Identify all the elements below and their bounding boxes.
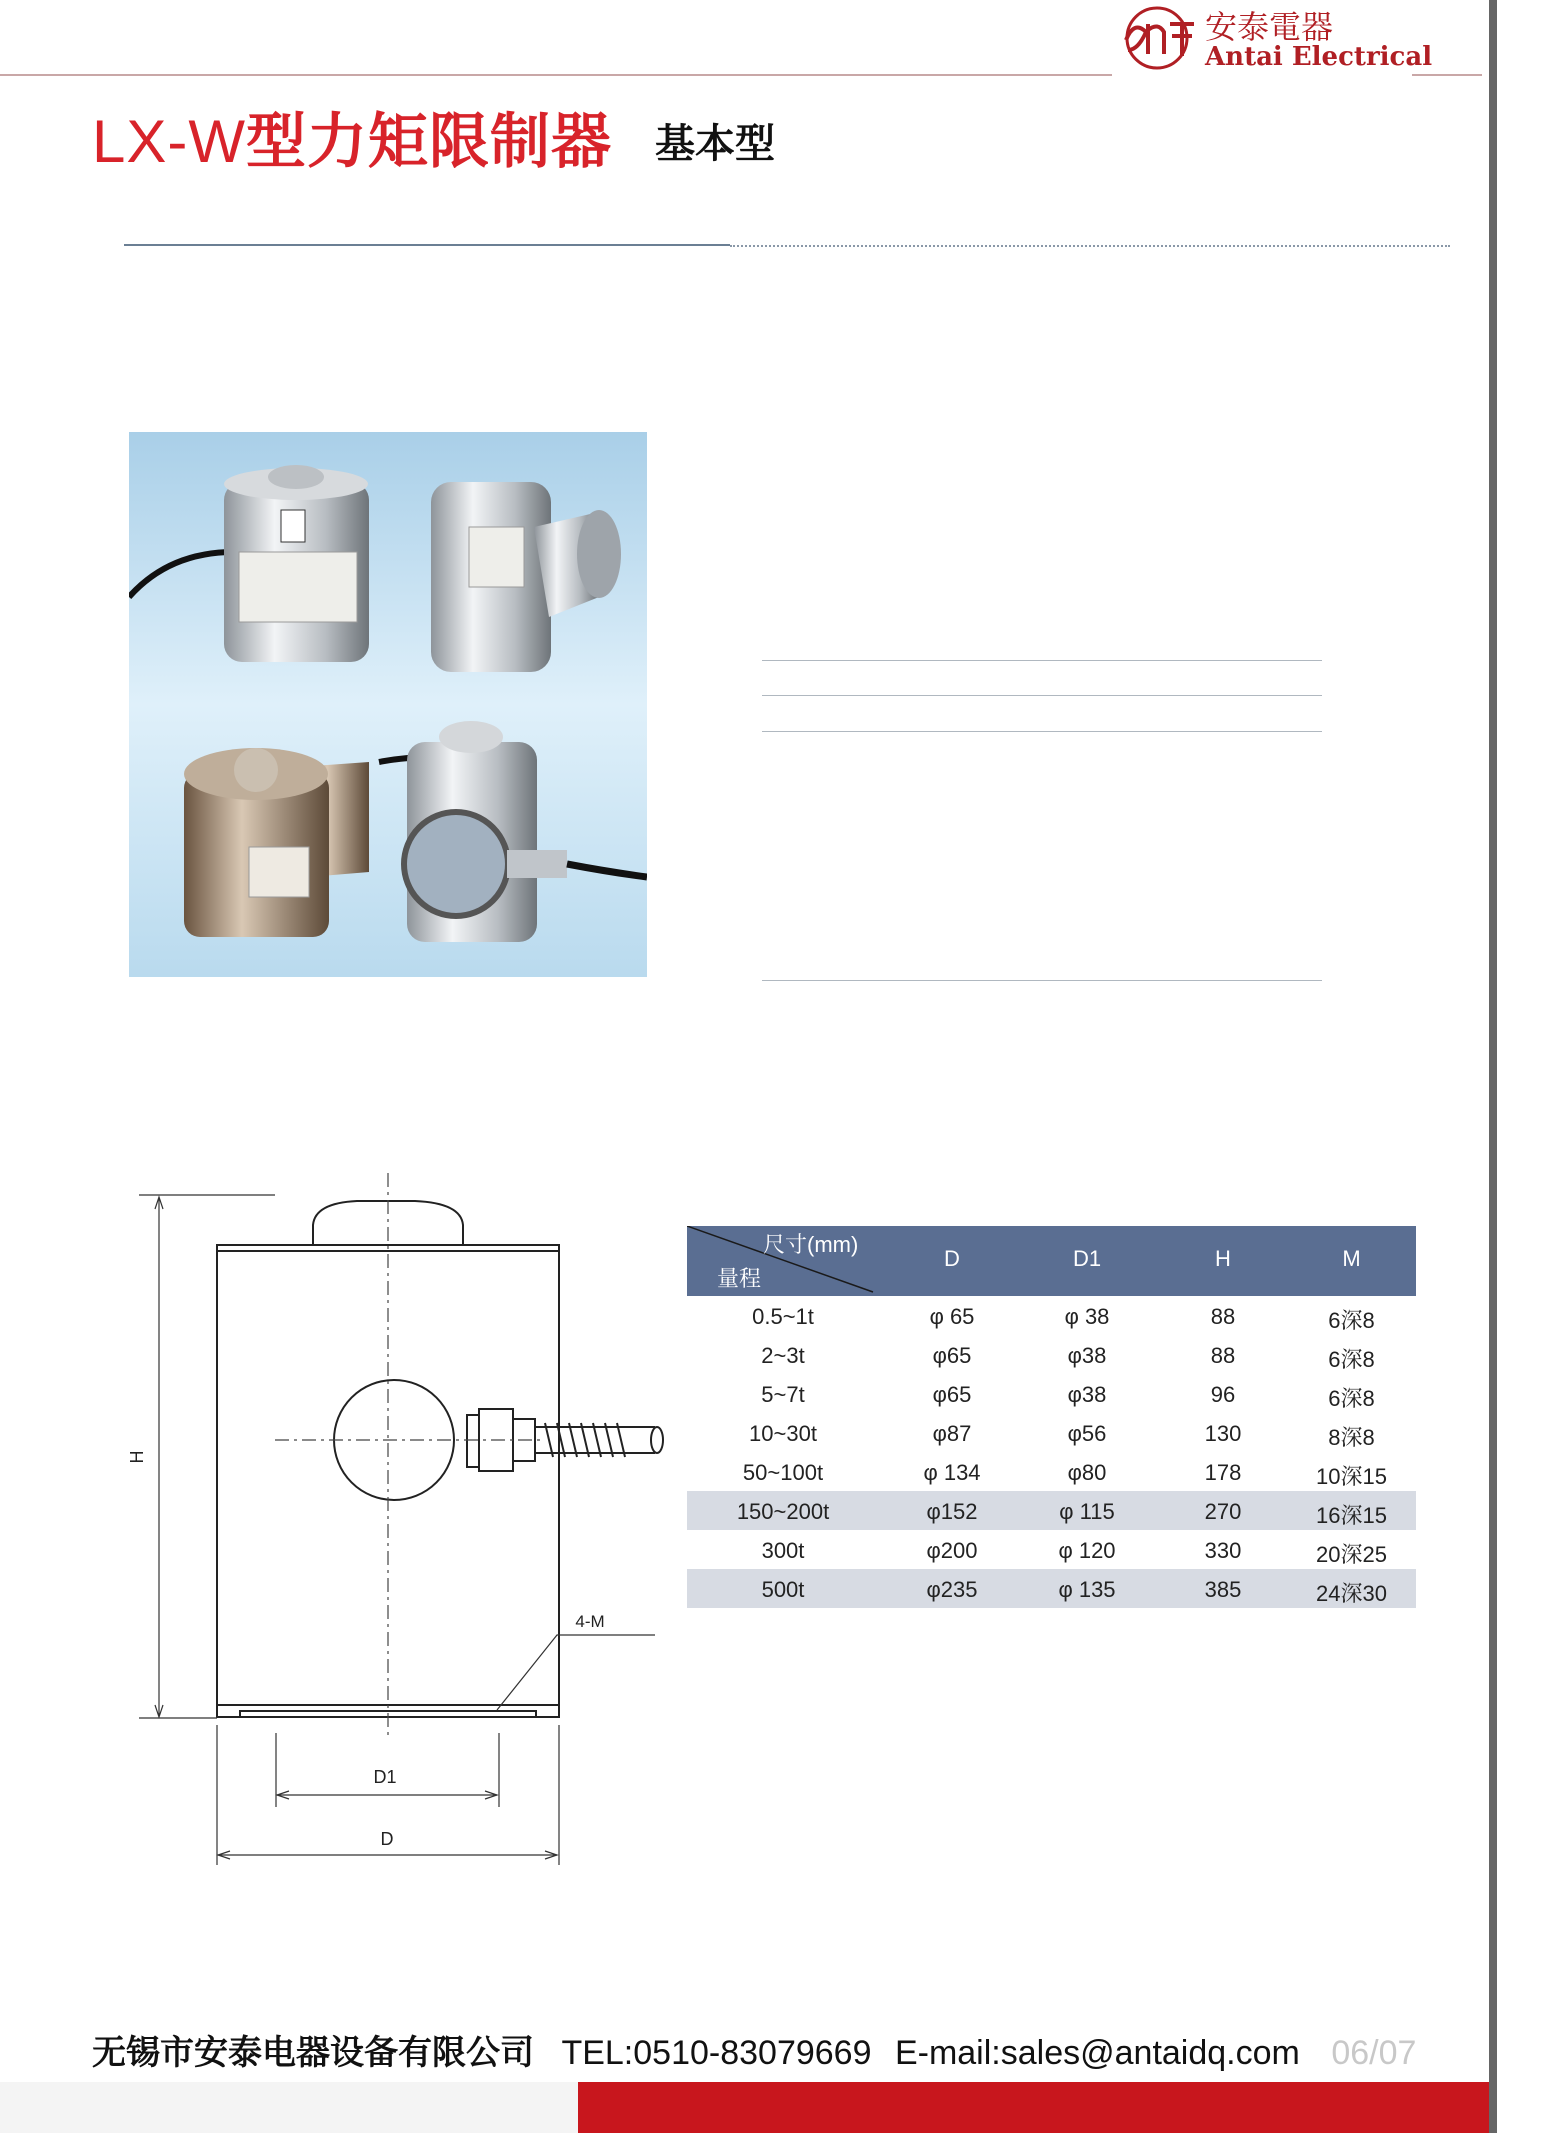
cell-d1: φ 38: [1064, 1304, 1110, 1329]
cell-m: 16深15: [1316, 1503, 1387, 1528]
cell-range: 500t: [761, 1577, 805, 1602]
title-rule-dotted: [730, 245, 1450, 247]
cell-d: φ 65: [929, 1304, 975, 1329]
brand-name-en: Antai Electrical: [1205, 42, 1433, 72]
footer-bar-red: [578, 2082, 1489, 2133]
cell-d: φ65: [932, 1343, 972, 1368]
drawing-label-d1: D1: [373, 1767, 397, 1787]
spec-line-4: [762, 980, 1322, 981]
header-corner-top: 尺寸(mm): [763, 1232, 859, 1257]
table-row: [687, 1296, 1416, 1335]
dimension-drawing: [125, 1165, 685, 1865]
title-model: LX-W: [92, 108, 246, 175]
cell-m: 10深15: [1316, 1464, 1387, 1489]
cell-range: 10~30t: [749, 1421, 817, 1446]
cell-d1: φ 120: [1058, 1538, 1116, 1563]
brand-logo-icon: [1112, 6, 1202, 70]
brand-name-cn: 安泰電器: [1205, 8, 1334, 46]
cell-m: 6深8: [1328, 1347, 1375, 1372]
cell-d1: φ56: [1067, 1421, 1107, 1446]
table-row: [687, 1374, 1416, 1413]
cell-range: 50~100t: [742, 1460, 824, 1485]
cell-range: 5~7t: [761, 1382, 805, 1407]
cell-d1: φ 135: [1058, 1577, 1116, 1602]
cell-m: 6深8: [1328, 1386, 1375, 1411]
header-col-h: H: [1215, 1246, 1231, 1271]
spec-line-2: [762, 695, 1322, 696]
header-divider-right: [1412, 74, 1482, 76]
footer-company: 无锡市安泰电器设备有限公司: [92, 2034, 534, 2072]
cell-h: 130: [1204, 1421, 1242, 1446]
table-row: [687, 1569, 1416, 1608]
cell-h: 270: [1204, 1499, 1242, 1524]
cell-h: 96: [1210, 1382, 1236, 1407]
drawing-label-d: D: [380, 1829, 394, 1849]
page-right-edge: [1489, 0, 1543, 2133]
title-rule: [124, 244, 730, 246]
drawing-label-4m: 4-M: [575, 1612, 605, 1631]
spec-line-3: [762, 731, 1322, 732]
page-title: [92, 94, 612, 180]
title-name: 型力矩限制器: [246, 108, 612, 175]
cell-d: φ152: [926, 1499, 978, 1524]
cell-d: φ65: [932, 1382, 972, 1407]
cell-d: φ200: [926, 1538, 978, 1563]
table-row: [687, 1491, 1416, 1530]
spec-table-body: [687, 1296, 1416, 1608]
spec-table: [687, 1226, 1416, 1608]
cell-d1: φ38: [1067, 1343, 1107, 1368]
cell-d1: φ38: [1067, 1382, 1107, 1407]
cell-d: φ87: [932, 1421, 972, 1446]
cell-range: 300t: [761, 1538, 805, 1563]
header-col-m: M: [1342, 1246, 1361, 1271]
cell-m: 24深30: [1316, 1581, 1387, 1606]
footer-tel: TEL:0510-83079669: [561, 2034, 872, 2072]
spec-line-1: [762, 660, 1322, 661]
product-photo-illustration: [129, 432, 647, 977]
product-photo: [129, 432, 647, 977]
drawing-label-h: H: [127, 1450, 147, 1464]
page-subtitle: 基本型: [655, 122, 775, 166]
cell-d: φ 134: [923, 1460, 981, 1485]
cell-m: 8深8: [1328, 1425, 1375, 1450]
cell-h: 88: [1210, 1343, 1236, 1368]
cell-h: 385: [1204, 1577, 1242, 1602]
page-number: 06/07: [1331, 2034, 1417, 2072]
cell-range: 2~3t: [761, 1343, 805, 1368]
header-corner-bottom: 量程: [717, 1266, 762, 1291]
cell-d1: φ 115: [1059, 1499, 1115, 1524]
table-row: [687, 1452, 1416, 1491]
footer-email: E-mail:sales@antaidq.com: [894, 2034, 1300, 2072]
footer-contact: [92, 2025, 1416, 2074]
cell-range: 0.5~1t: [752, 1304, 814, 1329]
cell-d: φ235: [926, 1577, 978, 1602]
spec-table-header: [687, 1226, 1416, 1296]
cell-h: 178: [1204, 1460, 1242, 1485]
cell-m: 6深8: [1328, 1308, 1375, 1333]
table-row: [687, 1413, 1416, 1452]
cell-h: 88: [1210, 1304, 1236, 1329]
table-row: [687, 1530, 1416, 1569]
cell-range: 150~200t: [736, 1499, 830, 1524]
cell-h: 330: [1204, 1538, 1242, 1563]
header-col-d: D: [944, 1246, 960, 1271]
table-row: [687, 1335, 1416, 1374]
footer-bar-left: [0, 2082, 578, 2133]
cell-d1: φ80: [1067, 1460, 1107, 1485]
header-col-d1: D1: [1072, 1246, 1102, 1271]
cell-m: 20深25: [1316, 1542, 1387, 1567]
header-divider: [0, 74, 1112, 76]
